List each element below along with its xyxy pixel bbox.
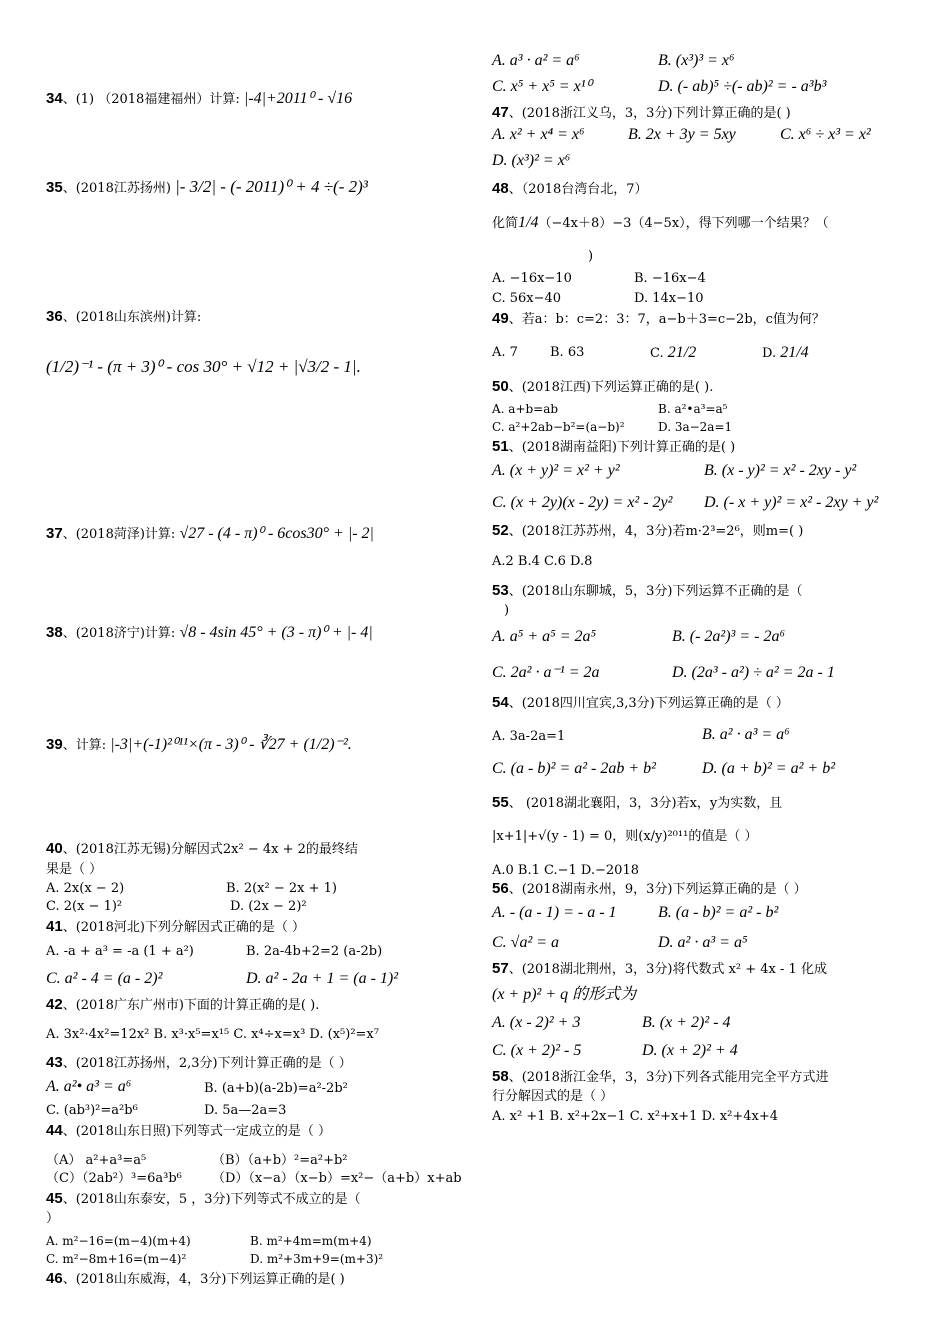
question-58-line2: 行分解因式的是（ ）	[492, 1089, 614, 1104]
question-42: 42、(2018广东广州市)下面的计算正确的是( ).	[46, 996, 320, 1013]
question-50: 50、(2018江西)下列运算正确的是( ).	[492, 378, 714, 395]
q44-option-c: （C）（2ab²）³=6a³b⁶	[46, 1171, 182, 1186]
question-44: 44、(2018山东日照)下列等式一定成立的是（ ）	[46, 1122, 332, 1139]
q57-option-c: C. (x + 2)² - 5	[492, 1042, 582, 1059]
q51-option-d: D. (- x + y)² = x² - 2xy + y²	[704, 494, 879, 511]
q56-option-d: D. a² · a³ = a⁵	[658, 934, 748, 951]
q54-option-c: C. (a - b)² = a² - 2ab + b²	[492, 760, 656, 777]
q46-option-d: D. (- ab)⁵ ÷(- ab)² = - a³b³	[658, 78, 827, 95]
q44-option-d: （D）（x−a）（x−b）=x²−（a+b）x+ab	[212, 1171, 462, 1186]
q40-option-d: D. (2x − 2)²	[230, 899, 307, 914]
q43-option-d: D. 5a—2a=3	[204, 1103, 287, 1118]
question-57-line2: (x + p)² + q 的形式为	[492, 986, 637, 1003]
q50-option-b: B. a²•a³=a⁵	[658, 402, 728, 416]
q51-option-a: A. (x + y)² = x² + y²	[492, 462, 620, 479]
q53-option-c: C. 2a² · a⁻¹ = 2a	[492, 664, 600, 681]
question-36-expression: (1/2)⁻¹ - (π + 3)⁰ - cos 30° + √12 + |√3/2 - 1|.	[46, 357, 361, 376]
q45-option-b: B. m²+4m=m(m+4)	[250, 1234, 372, 1248]
q53-option-d: D. (2a³ - a²) ÷ a² = 2a - 1	[672, 664, 835, 681]
q57-option-a: A. (x - 2)² + 3	[492, 1014, 581, 1031]
question-37: 37、(2018菏泽)计算: √27 - (4 - π)⁰ - 6cos30° + |- 2|	[46, 525, 374, 542]
question-57: 57、(2018湖北荆州，3，3分)将代数式 x² + 4x - 1 化成	[492, 960, 827, 977]
q56-option-a: A. - (a - 1) = - a - 1	[492, 904, 617, 921]
question-55-line2: |x+1|+√(y - 1) = 0，则(x/y)²⁰¹¹的值是（ ）	[492, 829, 758, 844]
q49-option-a: A. 7	[492, 345, 518, 360]
question-48-line3: )	[588, 249, 594, 264]
q51-option-c: C. (x + 2y)(x - 2y) = x² - 2y²	[492, 494, 673, 511]
q43-option-b: B. (a+b)(a-2b)=a²-2b²	[204, 1081, 348, 1096]
q56-option-b: B. (a - b)² = a² - b²	[658, 904, 779, 921]
q41-option-b: B. 2a-4b+2=2 (a-2b)	[246, 944, 383, 959]
q57-option-b: B. (x + 2)² - 4	[642, 1014, 731, 1031]
q43-option-c: C. (ab³)²=a²b⁶	[46, 1103, 138, 1118]
question-53: 53、(2018山东聊城，5，3分)下列运算不正确的是（	[492, 582, 803, 599]
q40-option-a: A. 2x(x − 2)	[46, 881, 125, 896]
q46-option-a: A. a³ · a² = a⁶	[492, 52, 580, 69]
question-55: 55、 (2018湖北襄阳，3，3分)若x，y为实数，且	[492, 794, 783, 811]
q55-options: A.0 B.1 C.−1 D.−2018	[492, 863, 639, 878]
question-35: 35、(2018江苏扬州) |- 3/2| - (- 2011)⁰ + 4 ÷(- 2)³	[46, 177, 368, 196]
q53-option-b: B. (- 2a²)³ = - 2a⁶	[672, 628, 786, 645]
question-38: 38、(2018济宁)计算: √8 - 4sin 45° + (3 - π)⁰ + |- 4|	[46, 624, 373, 641]
q48-option-d: D. 14x−10	[634, 291, 704, 306]
q58-options: A. x² +1 B. x²+2x−1 C. x²+x+1 D. x²+4x+4	[492, 1109, 779, 1124]
q54-option-b: B. a² · a³ = a⁶	[702, 726, 790, 743]
question-45: 45、(2018山东泰安，5 ，3分)下列等式不成立的是（	[46, 1190, 361, 1207]
question-41: 41、(2018河北)下列分解因式正确的是（ ）	[46, 918, 306, 935]
q44-option-b: （B）（a+b）²=a²+b²	[212, 1153, 348, 1168]
q47-option-d: D. (x³)² = x⁶	[492, 152, 571, 169]
question-40-line2: 果是（ ）	[46, 862, 103, 877]
question-45-line2: ）	[46, 1211, 60, 1226]
question-46: 46、(2018山东威海，4，3分)下列运算正确的是( )	[46, 1270, 345, 1287]
q40-option-b: B. 2(x² − 2x + 1)	[226, 881, 337, 896]
q50-option-d: D. 3a−2a=1	[658, 420, 733, 434]
q49-option-b: B. 63	[550, 345, 585, 360]
q49-option-c: C. 21/2	[650, 344, 697, 361]
q46-option-c: C. x⁵ + x⁵ = x¹⁰	[492, 78, 592, 95]
q52-options: A.2 B.4 C.6 D.8	[492, 554, 593, 569]
question-48: 48、（2018台湾台北，7）	[492, 180, 648, 197]
question-47: 47、(2018浙江义乌，3，3分)下列计算正确的是( )	[492, 104, 791, 121]
q48-option-c: C. 56x−40	[492, 291, 562, 306]
question-40: 40、(2018江苏无锡)分解因式2x² − 4x + 2的最终结	[46, 840, 358, 857]
question-58: 58、(2018浙江金华，3，3分)下列各式能用完全平方式进	[492, 1068, 829, 1085]
q46-option-b: B. (x³)³ = x⁶	[658, 52, 735, 69]
q44-option-a: （A） a²+a³=a⁵	[46, 1153, 147, 1168]
q47-option-c: C. x⁶ ÷ x³ = x²	[780, 126, 871, 143]
q41-option-a: A. -a + a³ = -a (1 + a²)	[46, 944, 194, 959]
question-53-line2: )	[504, 603, 510, 618]
q54-option-a: A. 3a-2a=1	[492, 729, 566, 744]
q56-option-c: C. √a² = a	[492, 934, 560, 951]
question-39: 39、计算: |-3|+(-1)²⁰¹¹×(π - 3)⁰ - ∛27 + (1/2)⁻².	[46, 736, 352, 753]
q47-option-b: B. 2x + 3y = 5xy	[628, 126, 736, 143]
q40-option-c: C. 2(x − 1)²	[46, 899, 123, 914]
question-43: 43、(2018江苏扬州，2,3分)下列计算正确的是（ ）	[46, 1054, 352, 1071]
q57-option-d: D. (x + 2)² + 4	[642, 1042, 738, 1059]
q50-option-a: A. a+b=ab	[492, 402, 559, 416]
q42-options: A. 3x²·4x²=12x² B. x³·x⁵=x¹⁵ C. x⁴÷x=x³ D. (x⁵)²=x⁷	[46, 1027, 379, 1042]
question-48-line2: 化简1/4（−4x＋8）−3（4−5x），得下列哪一个结果？（	[492, 214, 829, 231]
q41-option-c: C. a² - 4 = (a - 2)²	[46, 970, 163, 987]
question-34: 34、(1) （2018福建福州）计算: |-4|+2011⁰ - √16	[46, 90, 353, 107]
q51-option-b: B. (x - y)² = x² - 2xy - y²	[704, 462, 857, 479]
question-49: 49、若a：b：c=2：3：7，a−b＋3=c−2b，c值为何？	[492, 310, 825, 327]
q45-option-d: D. m²+3m+9=(m+3)²	[250, 1252, 384, 1266]
q50-option-c: C. a²+2ab−b²=(a−b)²	[492, 420, 625, 434]
q53-option-a: A. a⁵ + a⁵ = 2a⁵	[492, 628, 597, 645]
q54-option-d: D. (a + b)² = a² + b²	[702, 760, 835, 777]
q49-option-d: D. 21/4	[762, 344, 809, 361]
question-54: 54、(2018四川宜宾,3,3分)下列运算正确的是（ ）	[492, 694, 789, 711]
q48-option-a: A. −16x−10	[492, 271, 572, 286]
q45-option-a: A. m²−16=(m−4)(m+4)	[46, 1234, 191, 1248]
question-56: 56、(2018湖南永州，9，3分)下列运算正确的是（ ）	[492, 880, 807, 897]
q41-option-d: D. a² - 2a + 1 = (a - 1)²	[246, 970, 399, 987]
question-51: 51、(2018湖南益阳)下列计算正确的是( )	[492, 438, 736, 455]
q47-option-a: A. x² + x⁴ = x⁶	[492, 126, 585, 143]
question-36: 36、(2018山东滨州)计算:	[46, 308, 202, 325]
q45-option-c: C. m²−8m+16=(m−4)²	[46, 1252, 187, 1266]
q48-option-b: B. −16x−4	[634, 271, 706, 286]
q43-option-a: A. a²• a³ = a⁶	[46, 1078, 132, 1095]
question-52: 52、(2018江苏苏州，4，3分)若m·2³=2⁶，则m=( )	[492, 522, 804, 539]
